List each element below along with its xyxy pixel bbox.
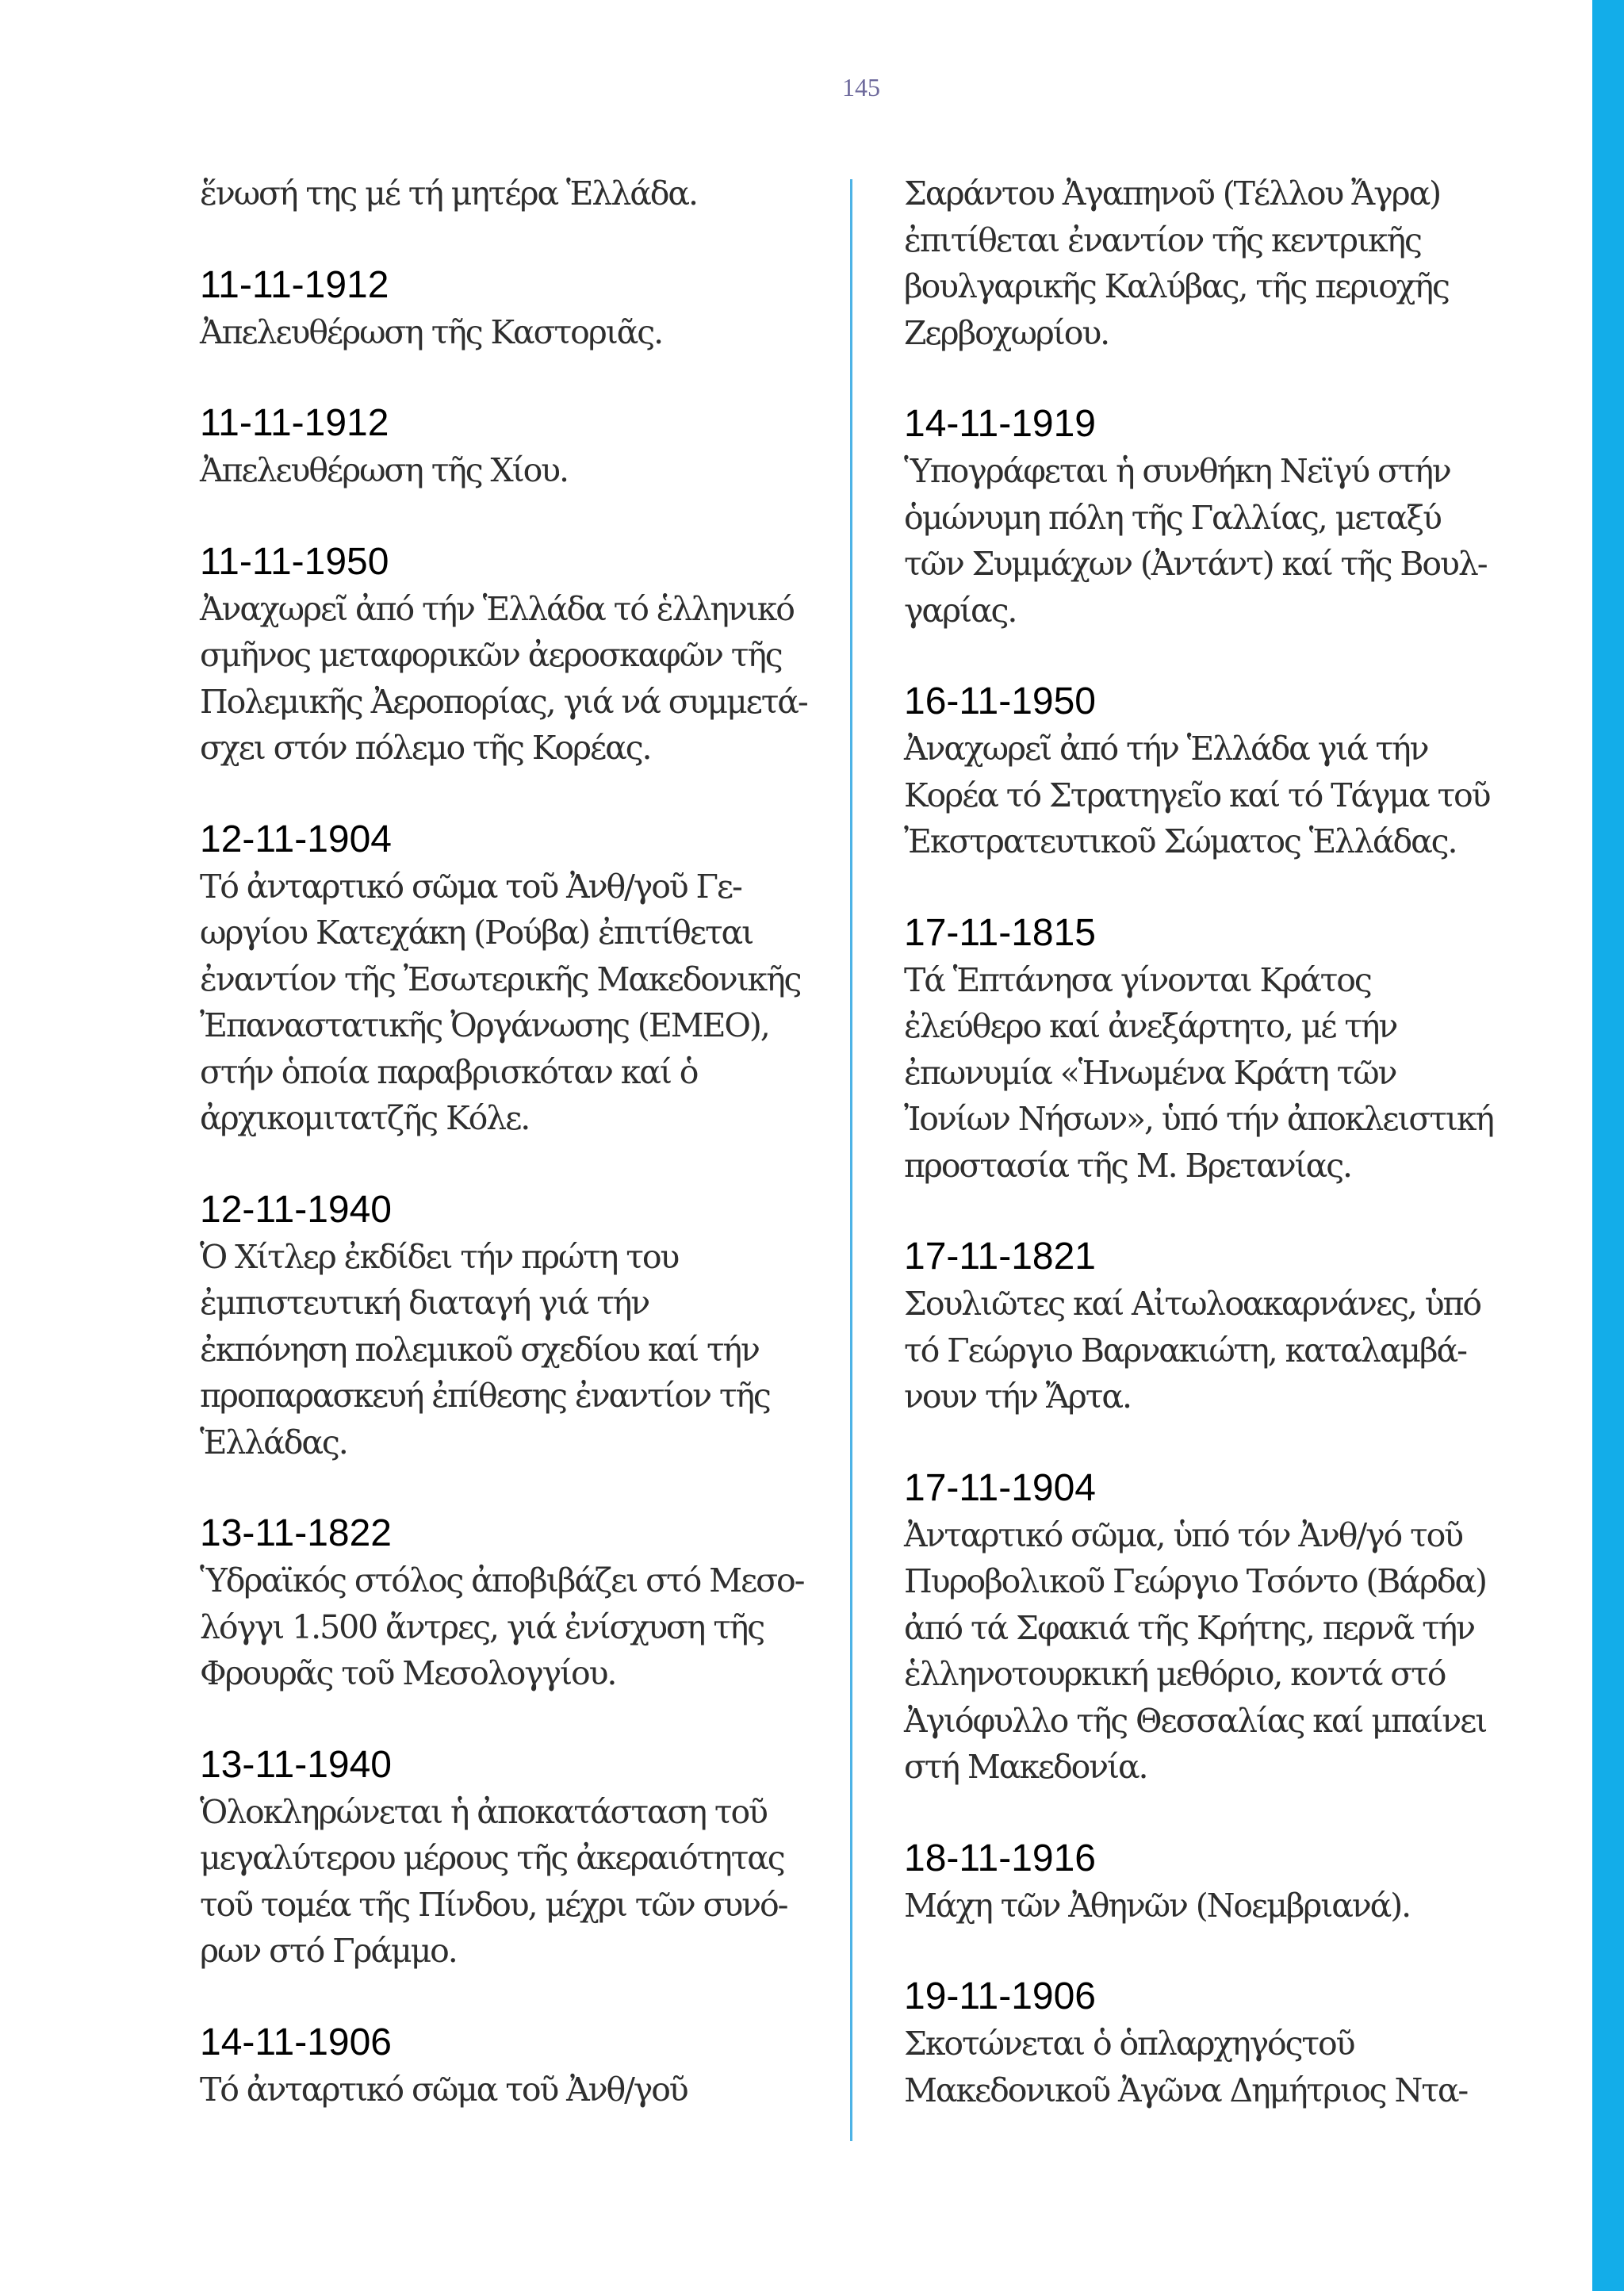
chronology-entry [904,1835,1538,1929]
entry-text-line: λόγγι 1.500 ἄντρες, γιά ἐνίσχυση τῆς [200,1607,764,1646]
entry-date: 16-11-1950 [904,680,1096,722]
entry-text [904,448,1538,634]
entry-text-line: Ἀναχωρεῖ ἀπό τήν Ἑλλάδα γιά τήν [904,730,1428,768]
entry-text-line: στήν ὁποία παραβρισκόταν καί ὁ [200,1052,698,1091]
entry-text-line: Τά Ἑπτάνησα γίνονται Κράτος [904,960,1371,999]
right-column [904,170,1538,2158]
entry-text-line: ἐπωνυμία «Ἡνωμένα Κράτη τῶν [904,1053,1396,1092]
chronology-entry [200,262,834,356]
entry-date: 17-11-1815 [904,911,1096,954]
entry-date: 12-11-1904 [200,818,392,860]
entry-text-line: Σουλιῶτες καί Αἰτωλοακαρνάνες, ὑπό [904,1285,1480,1323]
entry-text-line: ἕνωσή της μέ τή μητέρα Ἑλλάδα. [200,174,697,213]
entry-text-line: σμῆνος μεταφορικῶν ἀεροσκαφῶν τῆς [200,636,782,674]
entry-text-line: Πολεμικῆς Ἀεροπορίας, γιά νά συμμετά- [200,682,807,721]
entry-text-line: Ἰονίων Νήσων», ὑπό τήν ἀποκλειστική [904,1100,1493,1138]
entry-text-line: Ἀνταρτικό σῶμα, ὑπό τόν Ἀνθ/γό τοῦ [904,1515,1462,1554]
entry-text-line: Τό ἀνταρτικό σῶμα τοῦ Ἀνθ/γοῦ Γε- [200,867,741,906]
entry-text-line: τῶν Συμμάχων (Ἀντάντ) καί τῆς Βουλ- [904,545,1487,583]
chronology-entry [200,1186,834,1466]
entry-text-line: τοῦ τομέα τῆς Πίνδου, μέχρι τῶν συνό- [200,1885,787,1924]
entry-text [904,1281,1538,1420]
entry-date: 11-11-1950 [200,540,389,583]
entry-text-line: Ἀπελευθέρωση τῆς Καστοριᾶς. [200,312,663,351]
entry-text [200,586,834,772]
entry-text [904,2021,1538,2113]
column-divider [850,179,852,2141]
entry-text-line: γαρίας. [904,591,1017,630]
entry-text-line: ἐναντίον τῆς Ἐσωτερικῆς Μακεδονικῆς [200,960,801,998]
entry-text-line: τό Γεώργιο Βαρνακιώτη, καταλαμβά- [904,1331,1466,1370]
entry-text-line: προπαρασκευή ἐπίθεσης ἐναντίον τῆς [200,1377,770,1415]
entry-text-line: Ἐκστρατευτικοῦ Σώματος Ἑλλάδας. [904,822,1457,860]
entry-text [200,447,834,494]
entry-text-line: Ἀγιόφυλλο τῆς Θεσσαλίας καί μπαίνει [904,1701,1487,1740]
chronology-entry [200,2019,834,2113]
entry-text-line: νουν τήν Ἄρτα. [904,1377,1131,1416]
entry-text-line: Ὁλοκληρώνεται ἡ ἀποκατάσταση τοῦ [200,1792,767,1831]
entry-text-line: Κορέα τό Στρατηγεῖο καί τό Τάγμα τοῦ [904,776,1490,814]
entry-text-line: ἑλληνοτουρκική μεθόριο, κοντά στό [904,1655,1446,1693]
entry-text [200,2067,834,2113]
entry-text [904,1512,1538,1791]
entry-text-line: ἐλεύθερο καί ἀνεξάρτητο, μέ τήν [904,1007,1397,1045]
entry-date: 17-11-1904 [904,1466,1096,1509]
entry-text-line: Ὑδραϊκός στόλος ἀποβιβάζει στό Μεσο- [200,1561,804,1599]
chronology-entry [200,816,834,1142]
entry-text-line: Σκοτώνεται ὁ ὁπλαρχηγόςτοῦ [904,2025,1354,2063]
entry-text [904,1883,1538,1929]
entry-text-line: Ἀναχωρεῖ ἀπό τήν Ἑλλάδα τό ἑλληνικό [200,589,794,628]
entry-text-line: Ἑλλάδας. [200,1423,347,1462]
entry-date: 14-11-1906 [200,2021,392,2063]
chronology-entry [904,400,1538,634]
entry-text-line: σχει στόν πόλεμο τῆς Κορέας. [200,729,651,767]
page-number: 145 [842,73,880,102]
entry-date: 17-11-1821 [904,1236,1096,1278]
side-accent-bar [1592,0,1624,2291]
chronology-entry [904,1233,1538,1420]
chronology-entry [904,1465,1538,1791]
entry-date: 11-11-1912 [200,402,389,444]
entry-text-line: Ζερβοχωρίου. [904,313,1109,352]
entry-text-line: ἐμπιστευτική διαταγή γιά τήν [200,1284,649,1322]
entry-text-line: Τό ἀνταρτικό σῶμα τοῦ Ἀνθ/γοῦ [200,2070,688,2109]
entry-text-line: ὁμώνυμη πόλη τῆς Γαλλίας, μεταξύ [904,498,1441,537]
entry-text [200,1789,834,1975]
chronology-entry [904,170,1538,356]
entry-text-line: μεγαλύτερου μέρους τῆς ἀκεραιότητας [200,1839,784,1877]
chronology-entry [904,910,1538,1190]
entry-date: 13-11-1940 [200,1743,392,1786]
entry-date: 18-11-1916 [904,1837,1096,1879]
entry-text [904,726,1538,865]
entry-text [200,309,834,356]
chronology-entry [904,1973,1538,2113]
entry-text-line: Μακεδονικοῦ Ἀγῶνα Δημήτριος Ντα- [904,2071,1468,2109]
chronology-entry [200,170,834,217]
entry-text-line: στή Μακεδονία. [904,1748,1147,1786]
chronology-entry [200,400,834,494]
chronology-entry [200,538,834,772]
entry-text [904,170,1538,356]
entry-text-line: Μάχη τῶν Ἀθηνῶν (Νοεμβριανά). [904,1886,1411,1925]
entry-text-line: Πυροβολικοῦ Γεώργιο Τσόντο (Βάρδα) [904,1562,1486,1600]
entry-text-line: Ὑπογράφεται ἡ συνθήκη Νεϊγύ στήν [904,452,1450,490]
entry-text-line: Ἀπελευθέρωση τῆς Χίου. [200,451,568,489]
entry-text-line: ἐκπόνηση πολεμικοῦ σχεδίου καί τήν [200,1330,759,1369]
entry-date: 14-11-1919 [904,403,1096,445]
entry-text [904,957,1538,1190]
left-column [200,170,834,2157]
entry-text-line: ρων στό Γράμμο. [200,1932,457,1970]
entry-date: 12-11-1940 [200,1188,392,1231]
entry-text-line: Φρουρᾶς τοῦ Μεσολογγίου. [200,1654,616,1692]
entry-text-line: Ὁ Χίτλερ ἐκδίδει τήν πρώτη του [200,1237,679,1276]
entry-text-line: προστασία τῆς Μ. Βρετανίας. [904,1146,1351,1185]
chronology-entry [904,678,1538,865]
entry-text [200,170,834,217]
entry-text-line: ἀπό τά Σφακιά τῆς Κρήτης, περνᾶ τήν [904,1608,1474,1647]
entry-text-line: ἐπιτίθεται ἐναντίον τῆς κεντρικῆς [904,220,1421,259]
entry-text [200,1557,834,1697]
chronology-entry [200,1741,834,1975]
entry-text [200,864,834,1142]
entry-text-line: ωργίου Κατεχάκη (Ρούβα) ἐπιτίθεται [200,914,753,952]
entry-date: 19-11-1906 [904,1975,1096,2017]
entry-text [200,1234,834,1466]
entry-text-line: ἀρχικομιτατζῆς Κόλε. [200,1099,530,1137]
entry-date: 13-11-1822 [200,1512,392,1554]
entry-text-line: βουλγαρικῆς Καλύβας, τῆς περιοχῆς [904,267,1449,305]
entry-text-line: Σαράντου Ἀγαπηνοῦ (Τέλλου Ἄγρα) [904,174,1441,213]
chronology-entry [200,1510,834,1697]
entry-text-line: Ἐπαναστατικῆς Ὀργάνωσης (ΕΜΕΟ), [200,1006,769,1044]
entry-date: 11-11-1912 [200,263,389,306]
